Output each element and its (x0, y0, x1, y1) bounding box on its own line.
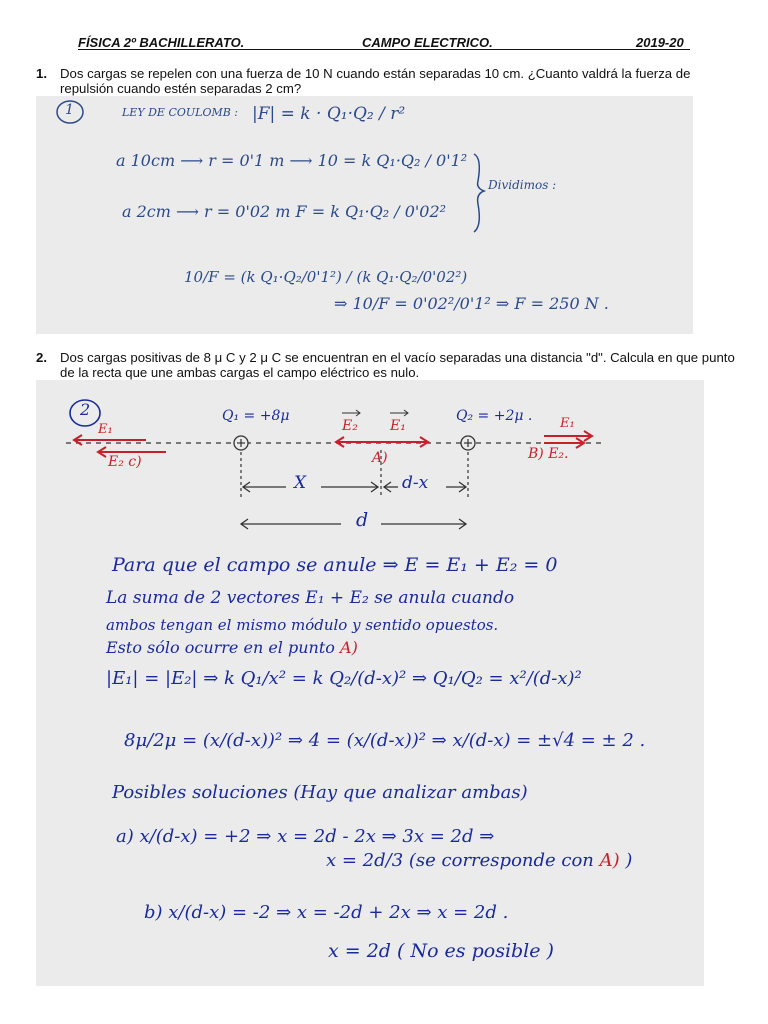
solution-2-line-9-text: x = 2d/3 (se corresponde con (326, 850, 594, 871)
question-2-number: 2. (36, 350, 47, 365)
header-year: 2019-20 (636, 35, 684, 50)
solution-2-line-4-text: Esto sólo ocurre en el punto (106, 638, 335, 657)
solution-2-line-10: b) x/(d-x) = -2 ⇒ x = -2d + 2x ⇒ x = 2d . (144, 902, 509, 923)
question-2-text: Dos cargas positivas de 8 μ C y 2 μ C se encuentran en el vacío separadas una distancia "d". Calcula en que punto de la recta que une ambas cargas el campo eléctrico es nulo. (60, 350, 735, 380)
solution-2-label: 2 (80, 400, 91, 419)
solution-2-line-9 (326, 850, 632, 871)
solution-2-line-4 (106, 638, 358, 657)
coulomb-formula: |F| = k · Q₁·Q₂ / r² (252, 104, 406, 124)
question-1-text: Dos cargas se repelen con una fuerza de 10 N cuando están separadas 10 cm. ¿Cuanto valdrá la fuerza de repulsión cuando estén separadas 2 cm? (60, 66, 691, 96)
distance-d-minus-x-label: d-x (402, 473, 429, 493)
divide-note: Dividimos : (488, 178, 557, 192)
solution-1-label: 1 (65, 102, 74, 118)
solution-2-line-4-point: A) (340, 638, 358, 657)
solution-2-line-9-point: A) (599, 850, 620, 871)
e1-label-right: E₁ (560, 416, 575, 431)
header-subject: FÍSICA 2º BACHILLERATO. (78, 35, 245, 50)
solution-2-line-7: Posibles soluciones (Hay que analizar ambas) (112, 782, 528, 803)
point-b-label: B) E₂. (528, 446, 569, 462)
solution-2-line-9-close: ) (625, 850, 633, 871)
point-c-label: E₂ c) (108, 454, 142, 470)
distance-x-label: X (294, 473, 307, 493)
solution-2-line-6: 8μ/2μ = (x/(d-x))² ⇒ 4 = (x/(d-x))² ⇒ x/(d-x) = ±√4 = ± 2 . (124, 730, 646, 751)
charge-q2-label: Q₂ = +2μ . (456, 408, 533, 424)
case-10cm: a 10cm ⟶ r = 0'1 m ⟶ 10 = k Q₁·Q₂ / 0'1² (116, 151, 468, 170)
question-1-number: 1. (36, 66, 47, 81)
solution-2-line-1: Para que el campo se anule ⇒ E = E₁ + E₂ = 0 (112, 554, 558, 576)
solution-2-line-8: a) x/(d-x) = +2 ⇒ x = 2d - 2x ⇒ 3x = 2d ⇒ (116, 826, 495, 847)
coulomb-law-label: LEY DE COULOMB : (122, 106, 239, 119)
header-topic: CAMPO ELECTRICO. (362, 35, 493, 50)
solution-2-line-3: ambos tengan el mismo módulo y sentido opuestos. (106, 616, 499, 634)
e1-label-left: E₁ (98, 422, 113, 437)
header-underline (78, 49, 690, 50)
solution-2-photo (36, 380, 704, 986)
solution-2-line-11: x = 2d ( No es posible ) (328, 940, 554, 962)
force-result: ⇒ 10/F = 0'02²/0'1² ⇒ F = 250 N . (334, 294, 609, 313)
distance-d-label: d (356, 509, 369, 531)
point-a-label: A) (372, 450, 388, 466)
e2-label-mid: E₂ (342, 418, 358, 434)
ratio-expression: 10/F = (k Q₁·Q₂/0'1²) / (k Q₁·Q₂/0'02²) (184, 268, 468, 286)
solution-1-photo (36, 96, 693, 334)
solution-2-line-2: La suma de 2 vectores E₁ + E₂ se anula cuando (106, 588, 515, 608)
solution-2-line-5: |E₁| = |E₂| ⇒ k Q₁/x² = k Q₂/(d-x)² ⇒ Q₁/Q₂ = x²/(d-x)² (106, 668, 582, 689)
case-2cm: a 2cm ⟶ r = 0'02 m F = k Q₁·Q₂ / 0'02² (122, 202, 447, 221)
e1-label-mid: E₁ (390, 418, 406, 434)
charge-q1-label: Q₁ = +8μ (222, 408, 290, 424)
